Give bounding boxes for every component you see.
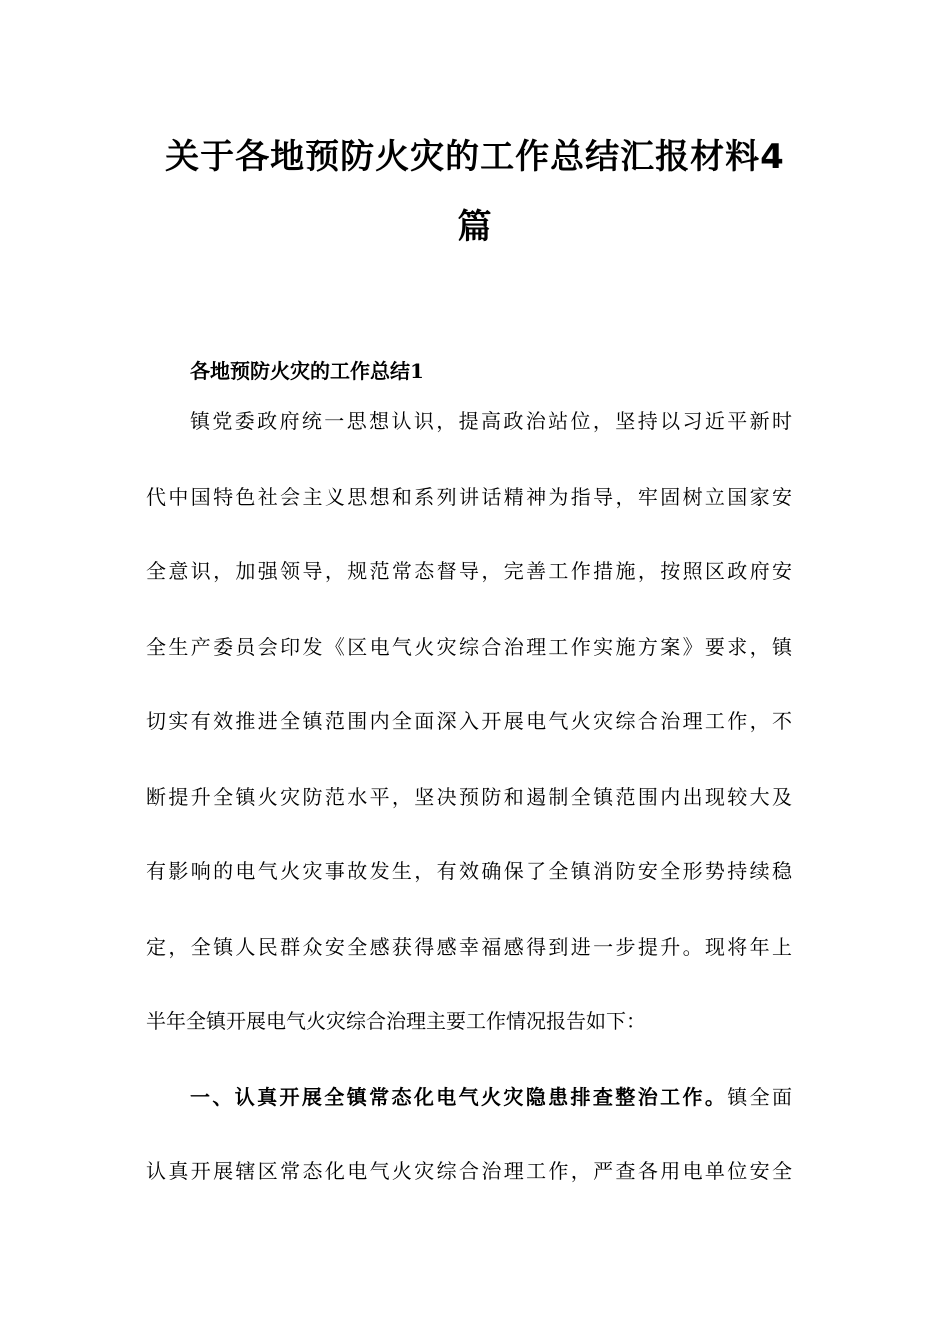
document-title-line-1: 关于各地预防火灾的工作总结汇报材料4	[165, 137, 785, 177]
paragraph-line: 全意识，加强领导，规范常态督导，完善工作措施，按照区政府安	[146, 559, 792, 583]
paragraph-line: 切实有效推进全镇范围内全面深入开展电气火灾综合治理工作，不	[146, 709, 792, 733]
paragraph-line: 半年全镇开展电气火灾综合治理主要工作情况报告如下：	[146, 1009, 646, 1033]
paragraph-line: 有影响的电气火灾事故发生，有效确保了全镇消防安全形势持续稳	[146, 859, 792, 883]
paragraph-line: 认真开展辖区常态化电气火灾综合治理工作，严查各用电单位安全	[146, 1159, 792, 1183]
paragraph-line: 断提升全镇火灾防范水平，坚决预防和遏制全镇范围内出现较大及	[146, 785, 792, 809]
paragraph-line: 定，全镇人民群众安全感获得感幸福感得到进一步提升。现将年上	[146, 935, 792, 959]
bold-lead-text: 一、认真开展全镇常态化电气火灾隐患排查整治工作。	[190, 1085, 728, 1109]
section-heading: 各地预防火灾的工作总结1	[190, 359, 424, 383]
paragraph-line: 代中国特色社会主义思想和系列讲话精神为指导，牢固树立国家安	[146, 485, 792, 509]
lead-rest-text: 镇全面	[727, 1085, 793, 1109]
paragraph-line: 全生产委员会印发《区电气火灾综合治理工作实施方案》要求，镇	[146, 635, 792, 659]
paragraph-line: 镇党委政府统一思想认识，提高政治站位，坚持以习近平新时	[190, 409, 792, 433]
document-title-line-2: 篇	[457, 207, 493, 247]
paragraph-line-with-bold-lead	[190, 1082, 792, 1112]
